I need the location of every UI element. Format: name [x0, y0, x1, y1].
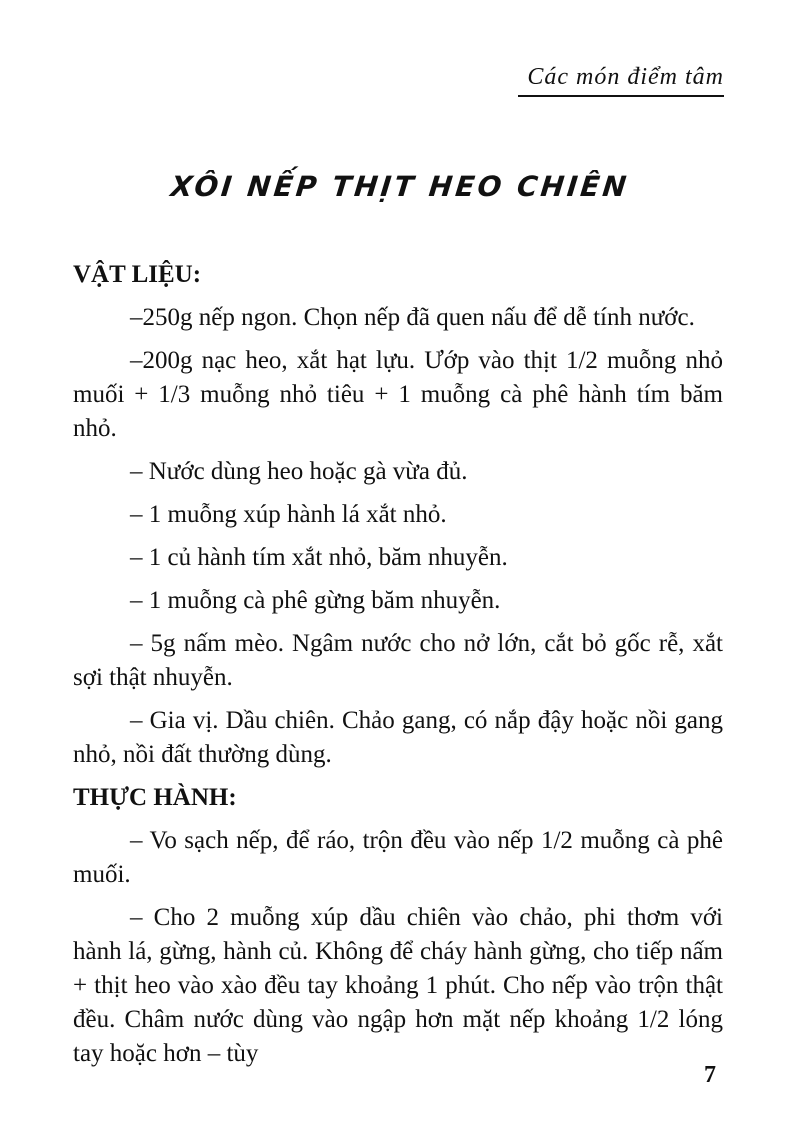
ingredient-item: – 5g nấm mèo. Ngâm nước cho nở lớn, cắt bỏ gốc rễ, xắt sợi thật nhuyễn.	[73, 630, 723, 691]
ingredients-heading: VẬT LIỆU:	[73, 261, 202, 288]
method-heading: THỰC HÀNH:	[73, 784, 237, 811]
ingredient-item: – 1 muỗng cà phê gừng băm nhuyễn.	[130, 587, 501, 614]
ingredient-item: – 1 muỗng xúp hành lá xắt nhỏ.	[130, 501, 447, 528]
ingredient-item: –200g nạc heo, xắt hạt lựu. Ướp vào thịt 1/2 muỗng nhỏ muối + 1/3 muỗng nhỏ tiêu + 1 muỗng cà phê hành tím băm nhỏ.	[73, 347, 723, 442]
ingredient-item: – Gia vị. Dầu chiên. Chảo gang, có nắp đậy hoặc nồi gang nhỏ, nồi đất thường dùng.	[73, 707, 723, 768]
ingredient-item: – 1 củ hành tím xắt nhỏ, băm nhuyễn.	[130, 544, 508, 571]
recipe-title: XÔI NẾP THỊT HEO CHIÊN	[169, 170, 631, 203]
running-header: Các món điểm tâm	[518, 64, 724, 97]
ingredient-item: – Nước dùng heo hoặc gà vừa đủ.	[130, 458, 468, 485]
method-step: – Cho 2 muỗng xúp dầu chiên vào chảo, phi thơm với hành lá, gừng, hành củ. Không để cháy hành gừng, cho tiếp nấm + thịt heo vào xào đều tay khoảng 1 phút. Cho nếp vào trộn thật đều. Châm nước dùng vào ngập hơn mặt nếp khoảng 1/2 lóng tay hoặc hơn – tùy	[73, 904, 723, 1067]
page-number: 7	[704, 1062, 716, 1088]
ingredient-item: –250g nếp ngon. Chọn nếp đã quen nấu để dễ tính nước.	[130, 304, 695, 331]
method-step: – Vo sạch nếp, để ráo, trộn đều vào nếp 1/2 muỗng cà phê muối.	[73, 827, 723, 888]
recipe-body	[73, 258, 723, 1080]
